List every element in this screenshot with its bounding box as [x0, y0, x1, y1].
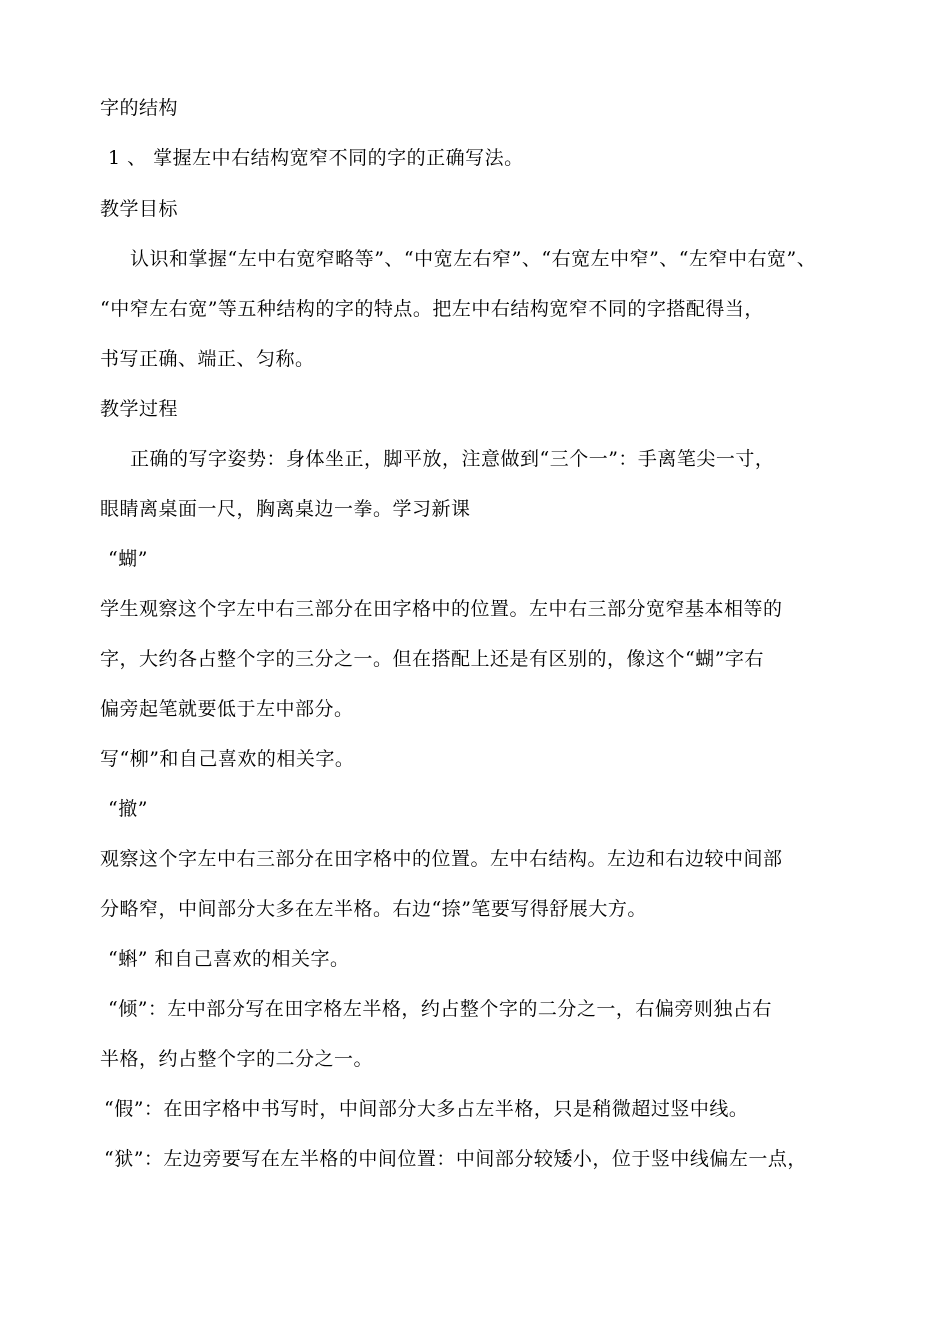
paragraph-line: 偏旁起笔就要低于左中部分。: [100, 698, 354, 720]
objective-item: 1 、 掌握左中右结构宽窄不同的字的正确写法。: [108, 147, 524, 169]
paragraph-line: “假”：在田字格中书写时，中间部分大多占左半格，只是稍微超过竖中线。: [104, 1098, 749, 1120]
teaching-goals-heading: 教学目标: [100, 198, 179, 220]
paragraph-line: 认识和掌握“左中右宽窄略等”、“中宽左右窄”、“右宽左中窄”、“左窄中右宽”、: [130, 248, 817, 270]
paragraph-line: 学生观察这个字左中右三部分在田字格中的位置。左中右三部分宽窄基本相等的: [100, 598, 783, 620]
section-title: 字的结构: [100, 97, 179, 119]
paragraph-line: 眼睛离桌面一尺，胸离桌边一拳。学习新课: [100, 498, 471, 520]
paragraph-line: 字，大约各占整个字的三分之一。但在搭配上还是有区别的，像这个“蝴”字右: [100, 648, 764, 670]
paragraph-line: “中窄左右宽”等五种结构的字的特点。把左中右结构宽窄不同的字搭配得当，: [100, 298, 764, 320]
paragraph-line: 观察这个字左中右三部分在田字格中的位置。左中右结构。左边和右边较中间部: [100, 848, 783, 870]
paragraph-line: “倾”：左中部分写在田字格左半格，约占整个字的二分之一，右偏旁则独占右: [108, 998, 772, 1020]
character-heading: “蝴”: [108, 548, 148, 570]
paragraph-line: 书写正确、端正、匀称。: [100, 348, 315, 370]
paragraph-line: 半格，约占整个字的二分之一。: [100, 1048, 374, 1070]
paragraph-line: 正确的写字姿势：身体坐正，脚平放，注意做到“三个一”：手离笔尖一寸，: [130, 448, 775, 470]
paragraph-line: “蝌” 和自己喜欢的相关字。: [108, 948, 350, 970]
character-heading: “撤”: [108, 798, 148, 820]
paragraph-line: 写“柳”和自己喜欢的相关字。: [100, 748, 355, 770]
paragraph-line: “狱”：左边旁要写在左半格的中间位置：中间部分较矮小，位于竖中线偏左一点，: [104, 1148, 807, 1170]
teaching-process-heading: 教学过程: [100, 398, 179, 420]
paragraph-line: 分略窄，中间部分大多在左半格。右边“捺”笔要写得舒展大方。: [100, 898, 647, 920]
